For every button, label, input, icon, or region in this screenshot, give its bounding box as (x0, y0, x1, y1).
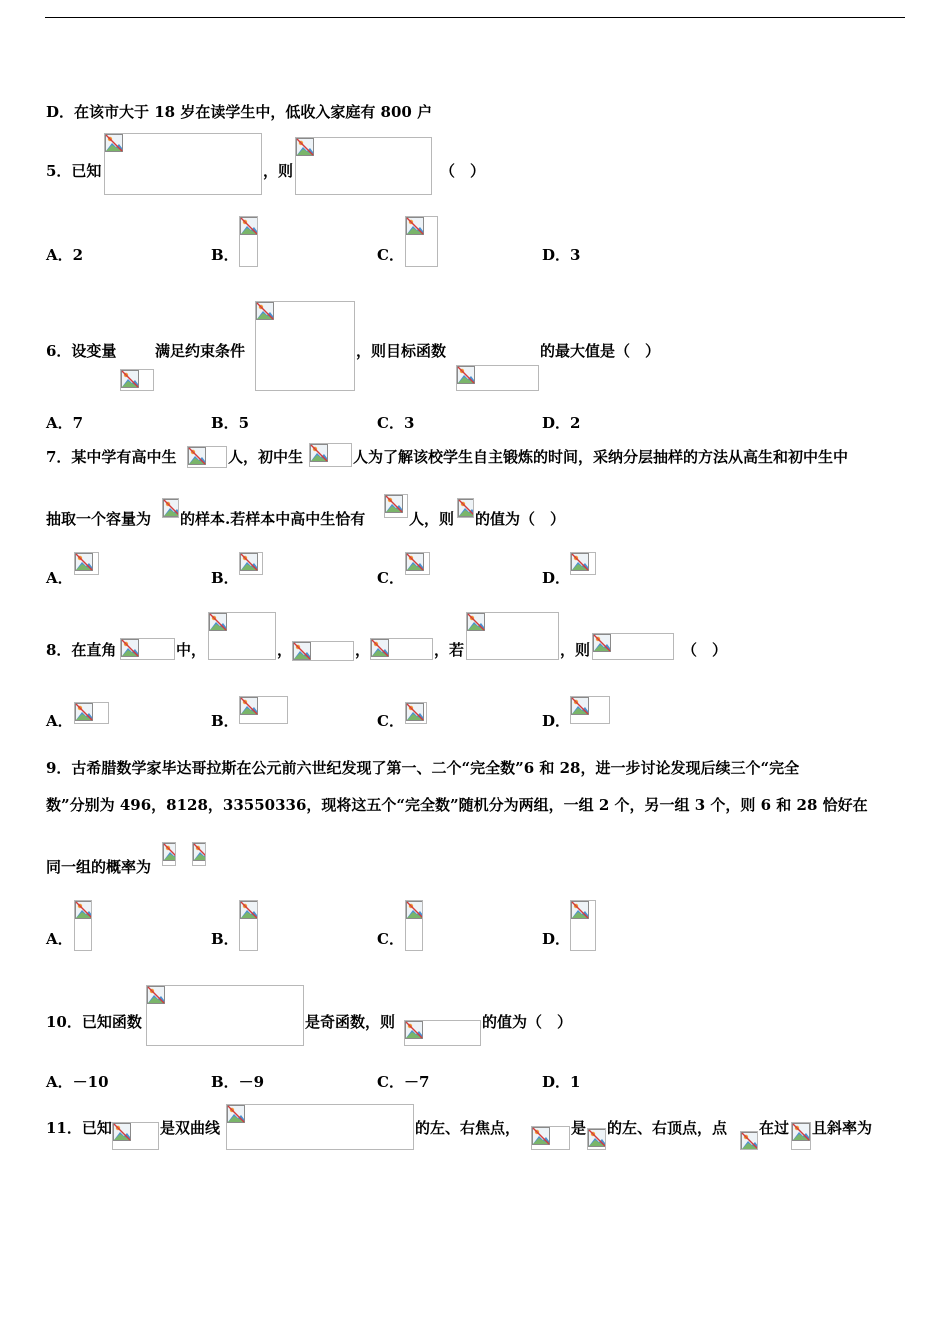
broken-image-icon (406, 901, 423, 919)
broken-image-icon (457, 366, 475, 384)
broken-image-icon (571, 901, 589, 919)
q9-line1: 9．古希腊数学家毕达哥拉斯在公元前六世纪发现了第一、二个“完全数”6 和 28，进一步讨论发现后续三个“完全 (46, 759, 800, 777)
broken-image-icon (458, 499, 474, 517)
broken-image-icon (147, 986, 165, 1004)
q11-stem-c: 的左、右焦点， (415, 1119, 521, 1137)
broken-image-icon (227, 1105, 245, 1123)
q8-stem-d: ， (355, 641, 371, 659)
broken-image-icon (240, 901, 258, 919)
formula-image (587, 1128, 606, 1150)
broken-image-icon (406, 217, 424, 235)
broken-image-icon (75, 703, 93, 721)
broken-image-icon (310, 444, 328, 462)
broken-image-icon (296, 138, 314, 156)
q11-stem-d: 是 (571, 1119, 587, 1137)
q6-option-a: A．7 (46, 414, 84, 432)
broken-image-icon (193, 843, 206, 861)
q8-stem-e: ，若 (434, 641, 465, 659)
q7-line2-a: 抽取一个容量为 (46, 510, 152, 528)
q11-stem-b: 是双曲线 (160, 1119, 221, 1137)
broken-image-icon (532, 1127, 550, 1145)
q10-stem-c: 的值为（ ） (482, 1013, 573, 1031)
formula-image (187, 446, 227, 468)
broken-image-icon (75, 553, 93, 571)
formula-image (531, 1126, 570, 1150)
broken-image-icon (571, 553, 589, 571)
broken-image-icon (741, 1132, 758, 1150)
q7-option-d: D． (542, 569, 571, 587)
q6-stem-a: 6．设变量 (46, 342, 117, 360)
formula-image (404, 1020, 481, 1046)
q6-stem-d: 的最大值是（ ） (540, 342, 661, 360)
formula-image (255, 301, 355, 391)
q7-line1-a: 7．某中学有高中生 (46, 448, 177, 466)
formula-image (239, 696, 288, 724)
formula-image (384, 494, 408, 518)
q10-stem-a: 10．已知函数 (46, 1013, 142, 1031)
broken-image-icon (113, 1123, 131, 1141)
formula-image (239, 552, 263, 575)
formula-image (405, 216, 438, 267)
q9-option-b: B． (211, 930, 239, 948)
q5-stem-b: ，则 (263, 162, 294, 180)
q8-option-b: B． (211, 712, 239, 730)
broken-image-icon (588, 1129, 606, 1147)
q5-option-d: D．3 (542, 246, 581, 264)
q8-stem-b: 中， (176, 641, 207, 659)
q5-option-b: B． (211, 246, 239, 264)
q7-option-b: B． (211, 569, 239, 587)
broken-image-icon (293, 642, 311, 660)
broken-image-icon (371, 639, 389, 657)
broken-image-icon (75, 901, 92, 919)
q10-option-b: B．－9 (211, 1073, 265, 1091)
header-rule (45, 17, 905, 18)
q7-line1-b: 人，初中生 (228, 448, 304, 466)
q8-stem-g: （ ） (682, 641, 728, 659)
q9-option-d: D． (542, 930, 571, 948)
broken-image-icon (467, 613, 485, 631)
formula-image (457, 498, 474, 518)
broken-image-icon (105, 134, 123, 152)
q8-stem-c: ， (277, 641, 293, 659)
q10-stem-b: 是奇函数，则 (305, 1013, 396, 1031)
formula-image (740, 1131, 758, 1150)
formula-image (120, 638, 175, 660)
formula-image (592, 633, 674, 660)
formula-image (226, 1104, 414, 1150)
formula-image (570, 552, 596, 575)
q6-option-d: D．2 (542, 414, 581, 432)
broken-image-icon (405, 1021, 423, 1039)
q7-line1-c: 人为了解该校学生自主锻炼的时间，采纳分层抽样的方法从高生和初中生中 (353, 448, 849, 466)
formula-image (74, 552, 99, 575)
formula-image (292, 641, 354, 661)
q10-option-c: C．－7 (377, 1073, 430, 1091)
q7-option-c: C． (377, 569, 404, 587)
broken-image-icon (188, 447, 206, 465)
q10-option-d: D．1 (542, 1073, 581, 1091)
q5-stem-c: （ ） (440, 162, 486, 180)
q8-stem-a: 8．在直角 (46, 641, 117, 659)
q8-option-c: C． (377, 712, 404, 730)
q9-option-c: C． (377, 930, 404, 948)
formula-image (309, 443, 352, 467)
q4-option-d: D．在该市大于 18 岁在读学生中，低收入家庭有 800 户 (46, 103, 433, 121)
q6-stem-b: 满足约束条件 (155, 342, 246, 360)
q7-line2-b: 的样本.若样本中高中生恰有 (180, 510, 366, 528)
broken-image-icon (571, 697, 589, 715)
q11-stem-g: 且斜率为 (812, 1119, 873, 1137)
q6-stem-c: ，则目标函数 (356, 342, 447, 360)
q7-line2-c: 人，则 (409, 510, 455, 528)
formula-image (104, 133, 262, 195)
broken-image-icon (163, 843, 176, 861)
broken-image-icon (121, 370, 139, 388)
formula-image (791, 1122, 811, 1150)
broken-image-icon (240, 217, 258, 235)
formula-image (162, 842, 176, 866)
formula-image (239, 216, 258, 267)
formula-image (120, 369, 154, 391)
q9-option-a: A． (46, 930, 73, 948)
formula-image (74, 900, 92, 951)
formula-image (456, 365, 539, 391)
formula-image (570, 900, 596, 951)
formula-image (405, 702, 427, 724)
formula-image (112, 1122, 159, 1150)
q5-option-a: A．2 (46, 246, 84, 264)
broken-image-icon (385, 495, 403, 513)
broken-image-icon (406, 553, 424, 571)
formula-image (192, 842, 206, 866)
broken-image-icon (121, 639, 139, 657)
formula-image (405, 900, 423, 951)
formula-image (146, 985, 304, 1046)
broken-image-icon (593, 634, 611, 652)
q11-stem-f: 在过 (759, 1119, 790, 1137)
formula-image (162, 498, 179, 518)
formula-image (466, 612, 559, 660)
formula-image (208, 612, 276, 660)
q5-stem-a: 5．已知 (46, 162, 102, 180)
formula-image (239, 900, 258, 951)
formula-image (370, 638, 433, 660)
broken-image-icon (209, 613, 227, 631)
broken-image-icon (256, 302, 274, 320)
q7-option-a: A． (46, 569, 73, 587)
q8-option-a: A． (46, 712, 73, 730)
broken-image-icon (240, 697, 258, 715)
formula-image (405, 552, 430, 575)
q6-option-c: C．3 (377, 414, 415, 432)
broken-image-icon (792, 1123, 810, 1141)
formula-image (74, 702, 109, 724)
q11-stem-e: 的左、右顶点，点 (607, 1119, 728, 1137)
broken-image-icon (240, 553, 258, 571)
q9-line2: 数”分别为 496，8128，33550336，现将这五个“完全数”随机分为两组，一组 2 个，另一组 3 个，则 6 和 28 恰好在 (46, 796, 868, 814)
broken-image-icon (163, 499, 179, 517)
broken-image-icon (406, 703, 424, 721)
q8-option-d: D． (542, 712, 571, 730)
formula-image (295, 137, 432, 195)
q10-option-a: A．－10 (46, 1073, 109, 1091)
q7-line2-d: 的值为（ ） (475, 510, 566, 528)
q6-option-b: B．5 (211, 414, 250, 432)
q8-stem-f: ，则 (560, 641, 591, 659)
q11-stem-a: 11．已知 (46, 1119, 112, 1137)
formula-image (570, 696, 610, 724)
q9-line3: 同一组的概率为 (46, 858, 152, 876)
q5-option-c: C． (377, 246, 404, 264)
